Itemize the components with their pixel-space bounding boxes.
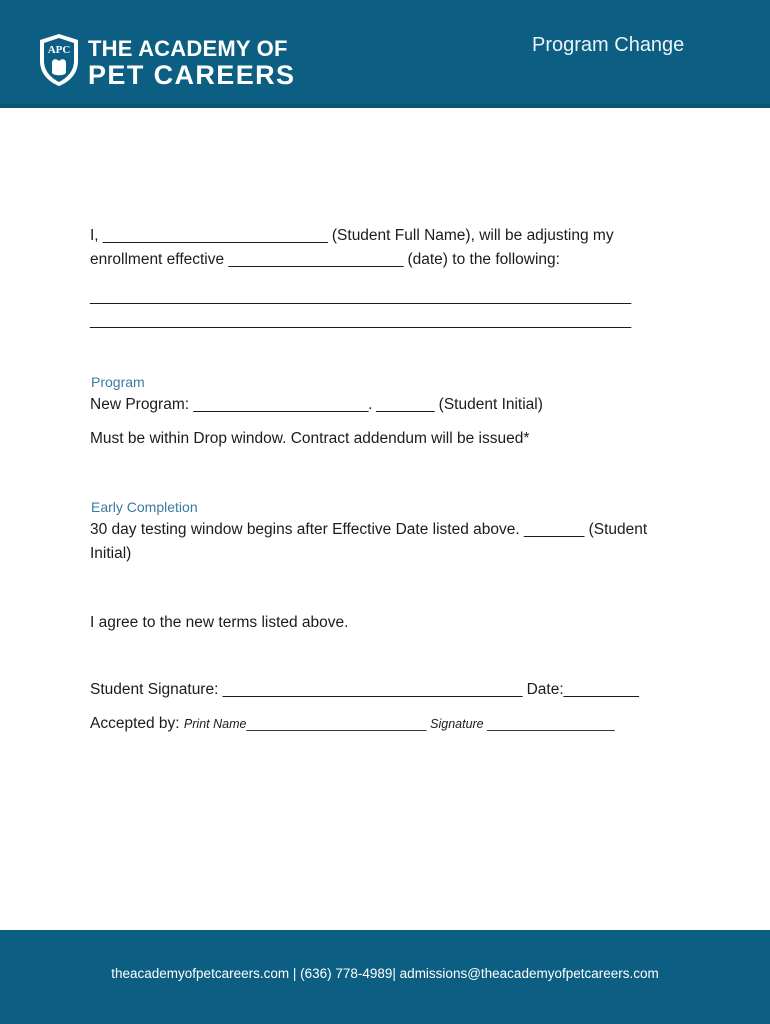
early-completion-line-1: 30 day testing window begins after Effective Date listed above. _______ (Student	[90, 521, 648, 538]
change-details-blank-2[interactable]: _________________________________________________________________	[90, 312, 631, 329]
intro-prefix: I,	[90, 227, 103, 244]
new-program-blank[interactable]: _____________________. _______	[193, 396, 435, 413]
logo-text-line1: THE ACADEMY OF	[88, 36, 288, 61]
change-details-blank-1[interactable]: _________________________________________________________________	[90, 288, 631, 305]
accepted-signature-blank[interactable]: _________________	[487, 715, 615, 731]
effective-prefix: enrollment effective	[90, 251, 229, 268]
early-completion-section-label: Early Completion	[91, 499, 198, 515]
logo-text-line2: PET CAREERS	[88, 60, 296, 90]
effective-suffix: (date) to the following:	[403, 251, 560, 268]
intro-line-1	[90, 227, 614, 245]
new-program-line	[90, 396, 543, 414]
new-program-suffix: (Student Initial)	[434, 396, 543, 413]
program-section-label: Program	[91, 374, 145, 390]
header-divider	[0, 104, 770, 108]
intro-line-2	[90, 251, 560, 269]
page-header	[0, 0, 770, 108]
accepted-by-label: Accepted by:	[90, 715, 184, 732]
student-signature-label: Student Signature:	[90, 681, 223, 698]
effective-date-blank[interactable]: _____________________	[228, 251, 404, 268]
page-footer	[0, 930, 770, 1024]
date-label: Date:	[522, 681, 564, 698]
shield-logo-icon	[38, 33, 80, 87]
logo-badge-text: APC	[47, 44, 71, 56]
print-name-label: Print Name	[183, 717, 247, 731]
program-note: Must be within Drop window. Contract addendum will be issued*	[90, 430, 530, 447]
agreement-text: I agree to the new terms listed above.	[90, 614, 349, 631]
date-blank[interactable]: _________	[563, 681, 639, 698]
accepted-by-line	[90, 715, 614, 733]
new-program-prefix: New Program:	[90, 396, 194, 413]
print-name-blank[interactable]: ________________________	[246, 715, 427, 731]
accepted-signature-label: Signature	[430, 717, 488, 731]
footer-contact: theacademyofpetcareers.com | (636) 778-4989| admissions@theacademyofpetcareers.com	[111, 966, 659, 981]
intro-suffix: (Student Full Name), will be adjusting my	[327, 227, 614, 244]
student-name-blank[interactable]: ___________________________	[102, 227, 328, 244]
student-signature-blank[interactable]: ____________________________________	[222, 681, 523, 698]
page-title: Program Change	[532, 34, 685, 56]
early-completion-line-2: Initial)	[90, 545, 132, 562]
student-signature-line	[90, 681, 639, 699]
